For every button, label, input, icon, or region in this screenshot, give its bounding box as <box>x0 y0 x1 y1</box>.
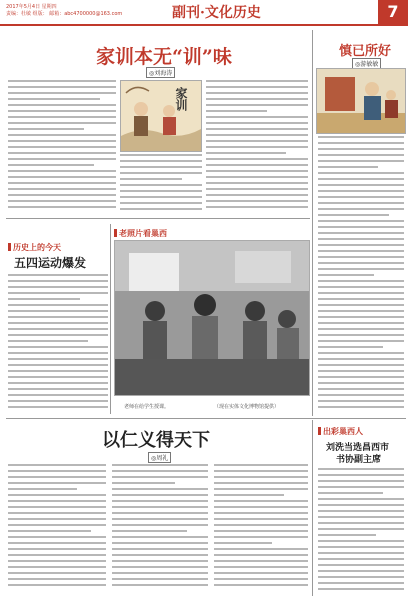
section-title: 副刊·文化历史 <box>172 5 261 21</box>
photo-caption-left: 老师在给学生授课。 <box>124 404 170 410</box>
bottom-article-title: 以仁义得天下 <box>102 430 210 451</box>
issue-date: 2017年5月4日 星期四 <box>6 4 57 10</box>
bottom-col-1 <box>8 464 106 594</box>
page-number: 7 <box>378 0 408 24</box>
history-body <box>8 274 108 416</box>
photo-label: 老照片看巢西 <box>114 228 167 239</box>
people-title-line2: 书协副主席 <box>336 455 382 465</box>
bottom-right-divider <box>312 420 313 596</box>
main-article-illustration <box>120 80 202 152</box>
upper-section-divider <box>6 218 310 219</box>
history-label: 历史上的今天 <box>8 242 61 253</box>
history-title: 五四运动爆发 <box>14 256 87 270</box>
people-label: 出彩巢西人 <box>318 426 363 437</box>
middle-divider <box>110 224 111 414</box>
side-article-author: 游敏敏 <box>360 61 379 68</box>
main-article-title: 家训本无“训”味 <box>96 46 232 68</box>
header-meta <box>6 4 122 18</box>
bottom-article-byline: ◎周礼 <box>148 452 171 463</box>
classroom-photo <box>114 240 310 396</box>
main-col-2 <box>120 154 202 212</box>
editor-credit: 责编：杜敏 组版： <box>6 11 48 17</box>
side-article-body <box>318 136 404 412</box>
side-article-byline: ◎游敏敏 <box>352 58 381 69</box>
main-col-1 <box>8 80 116 212</box>
editor-email: 邮箱：abc4700000@163.com <box>49 11 123 17</box>
main-col-3 <box>206 80 308 212</box>
bottom-article-author: 周礼 <box>156 455 169 462</box>
right-divider <box>312 30 313 416</box>
main-article-author: 刘海涛 <box>154 70 173 77</box>
photo-caption-right: （现在实体文化博物馆提供） <box>214 404 280 410</box>
illustration-text: 家训 <box>174 87 188 111</box>
lower-section-divider <box>6 418 406 419</box>
main-article-byline: ◎刘海涛 <box>146 67 175 78</box>
bottom-col-2 <box>112 464 208 594</box>
bottom-col-3 <box>214 464 308 594</box>
side-article-title: 慎已所好 <box>339 44 392 59</box>
side-article-illustration <box>316 68 406 134</box>
people-body <box>318 468 404 594</box>
page-header <box>0 0 408 24</box>
header-rule <box>0 24 408 26</box>
people-title-line1: 刘洗当选昌西市 <box>326 443 390 453</box>
